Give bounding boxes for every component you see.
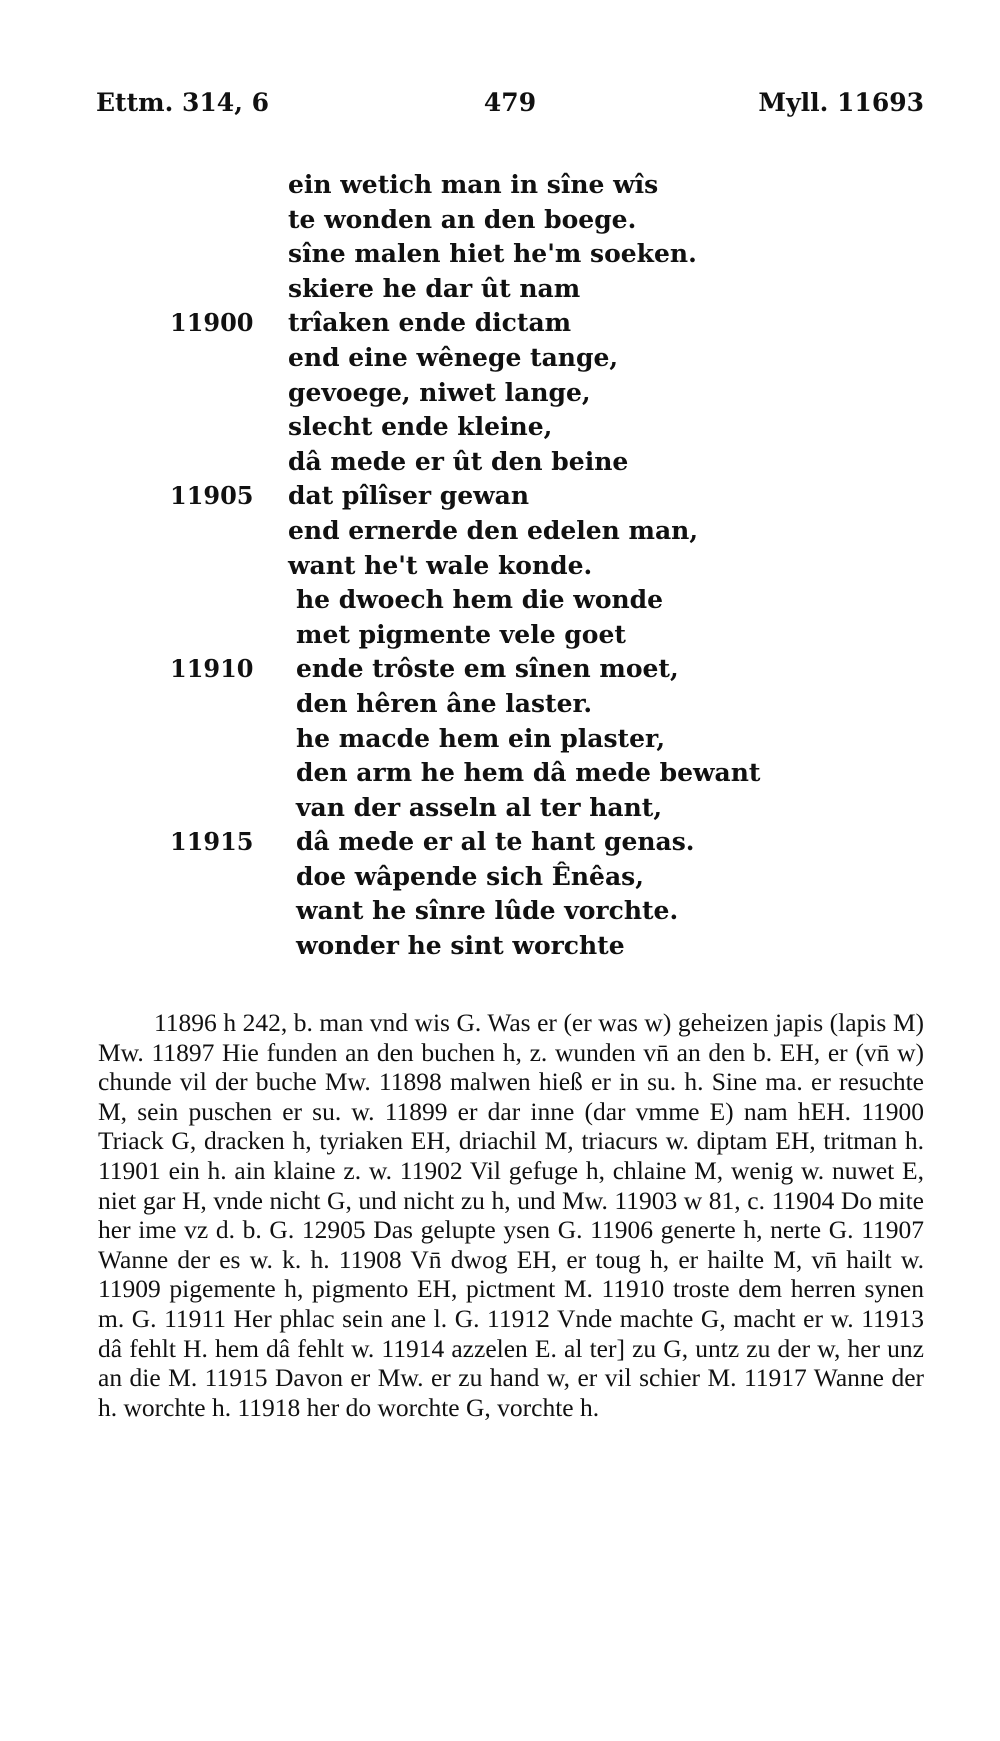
verse-line-text: wonder he sint worchte [296,931,625,961]
verse-line [96,618,924,653]
verse-line [96,376,924,411]
verse-line-text: met pigmente vele goet [296,619,626,649]
verse-line-text: den arm he hem dâ mede bewant [296,758,761,788]
line-number: 11910 [170,654,254,684]
verse-line-text: sîne malen hiet he'm soeken. [288,239,697,269]
verse-line [96,860,924,895]
verse-line [96,203,924,238]
verse-line-text: van der asseln al ter hant, [296,792,663,822]
verse-line [96,445,924,480]
verse-line-text: dâ mede er ût den beine [288,446,629,476]
verse-line-text: want he't wale konde. [288,550,593,580]
verse-line [96,479,924,514]
line-number: 11915 [170,827,254,857]
page-header [96,88,924,124]
verse-line [96,410,924,445]
verse-line-text: den hêren âne laster. [296,688,593,718]
verse-line [96,722,924,757]
verse-line-text: end eine wênege tange, [288,342,619,372]
verse-line-text: gevoege, niwet lange, [288,377,591,407]
verse-line-text: trîaken ende dictam [288,308,572,338]
verse-line [96,514,924,549]
verse-line [96,687,924,722]
verse-line-text: want he sînre lûde vorchte. [296,896,679,926]
verse-line [96,756,924,791]
verse-line-text: slecht ende kleine, [288,412,553,442]
line-number: 11905 [170,481,254,511]
header-right-reference: Myll. 11693 [758,88,924,117]
verse-text [96,168,924,964]
verse-line-text: dat pîlîser gewan [288,481,530,511]
header-left-reference: Ettm. 314, 6 [96,88,269,117]
verse-line-text: ein wetich man in sîne wîs [288,170,659,199]
line-number: 11900 [170,308,254,338]
verse-line [96,341,924,376]
verse-line [96,825,924,860]
verse-line [96,652,924,687]
verse-line-text: dâ mede er al te hant genas. [296,827,695,857]
critical-apparatus-notes: 11896 h 242, b. man vnd wis G. Was er (er was w) geheizen japis (lapis M) Mw. 11897 Hie funden an den buchen h, z. wunden vn̄ an den b. EH, er (vn̄ w) chunde vil der buche Mw. 11898 malwen hieß er in su. h. Sine ma. er resuchte M, sein puschen er su. w. 11899 er dar inne (dar vmme E) nam hEH. 11900 Triack G, dracken h, tyriaken EH, driachil M, triacurs w. diptam EH, tritman h. 11901 ein h. ain klaine z. w. 11902 Vil gefuge h, chlaine M, wenig w. nuwet E, niet gar H, vnde nicht G, und nicht zu h, und Mw. 11903 w 81, c. 11904 Do mite her ime vz d. b. G. 12905 Das gelupte ysen G. 11906 generte h, nerte G. 11907 Wanne der es w. k. h. 11908 Vn̄ dwog EH, er toug h, er hailte M, vn̄ hailt w. 11909 pigemente h, pigmento EH, pictment M. 11910 troste dem herren synen m. G. 11911 Her phlac sein ane l. G. 11912 Vnde machte G, macht er w. 11913 dâ fehlt H. hem dâ fehlt w. 11914 azzelen E. al ter] zu G, untz zu der w, her unz an die M. 11915 Davon er Mw. er zu hand w, er vil schier M. 11917 Wanne der h. worchte h. 11918 her do worchte G, vorchte h. [98,1008,924,1422]
verse-line [96,791,924,826]
verse-line [96,894,924,929]
page-number: 479 [483,88,537,117]
verse-line-text: te wonden an den boege. [288,204,637,234]
verse-line-text: end ernerde den edelen man, [288,515,699,545]
verse-line-text: he dwoech hem die wonde [296,585,664,615]
verse-line-text: he macde hem ein plaster, [296,723,666,753]
verse-line [96,549,924,584]
verse-line [96,583,924,618]
verse-line-text: doe wâpende sich Ênêas, [296,861,644,891]
verse-line [96,306,924,341]
verse-line-text: ende trôste em sînen moet, [296,654,679,684]
verse-line [96,929,924,964]
verse-line [96,237,924,272]
verse-line [96,168,924,203]
verse-line-text: skiere he dar ût nam [288,273,581,303]
verse-line [96,272,924,307]
